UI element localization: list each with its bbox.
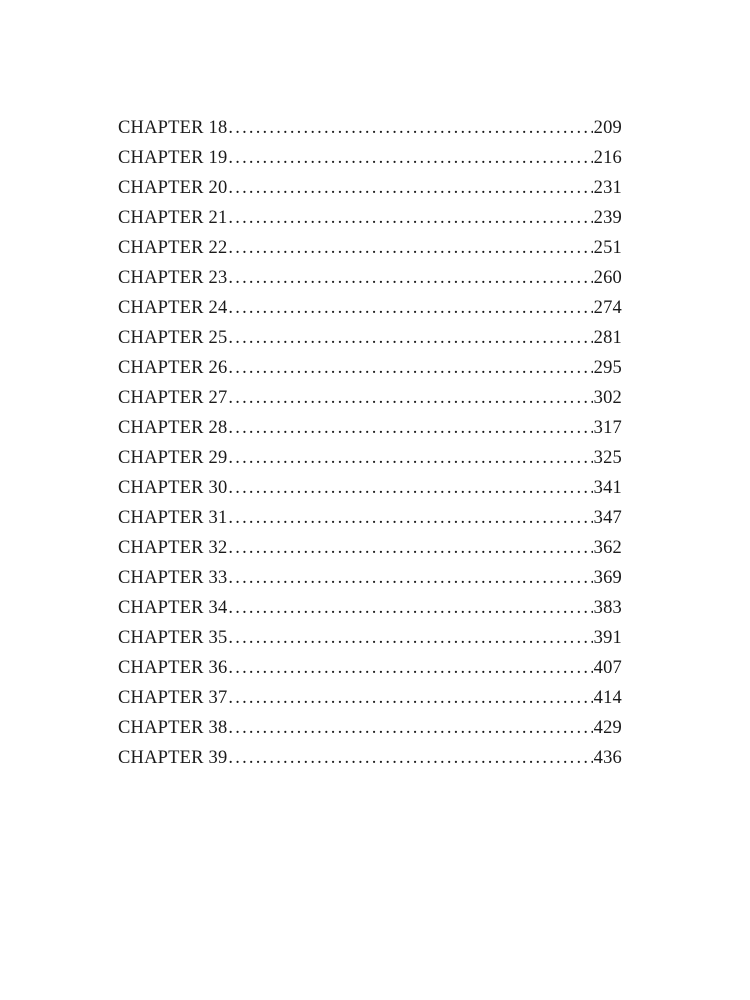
toc-entry[interactable]: [118, 383, 622, 413]
toc-entry-page: 260: [593, 268, 622, 288]
toc-entry-title: CHAPTER 34: [118, 598, 228, 618]
toc-entry-title: CHAPTER 21: [118, 208, 228, 228]
toc-entry-page: 407: [593, 658, 622, 678]
toc-entry[interactable]: [118, 323, 622, 353]
toc-entry-page: 414: [593, 688, 622, 708]
toc-entry-title: CHAPTER 38: [118, 718, 228, 738]
toc-entry-title: CHAPTER 35: [118, 628, 228, 648]
toc-entry-title: CHAPTER 36: [118, 658, 228, 678]
table-of-contents: [118, 113, 622, 773]
toc-entry[interactable]: [118, 593, 622, 623]
toc-entry-title: CHAPTER 30: [118, 478, 228, 498]
toc-entry[interactable]: [118, 173, 622, 203]
toc-entry-page: 317: [593, 418, 622, 438]
toc-entry[interactable]: [118, 233, 622, 263]
toc-entry-page: 341: [593, 478, 622, 498]
toc-entry-page: 362: [593, 538, 622, 558]
toc-entry-page: 295: [593, 358, 622, 378]
toc-dot-leader: [228, 113, 592, 143]
toc-dot-leader: [228, 473, 592, 503]
toc-dot-leader: [228, 503, 592, 533]
toc-dot-leader: [228, 413, 592, 443]
toc-dot-leader: [228, 293, 592, 323]
toc-entry[interactable]: [118, 623, 622, 653]
toc-entry-page: 209: [593, 118, 622, 138]
toc-dot-leader: [228, 323, 592, 353]
toc-entry[interactable]: [118, 683, 622, 713]
toc-entry[interactable]: [118, 263, 622, 293]
toc-entry-page: 302: [593, 388, 622, 408]
toc-entry-page: 231: [593, 178, 622, 198]
toc-entry[interactable]: [118, 653, 622, 683]
toc-entry-page: 429: [593, 718, 622, 738]
toc-entry-title: CHAPTER 24: [118, 298, 228, 318]
toc-entry[interactable]: [118, 293, 622, 323]
toc-entry-title: CHAPTER 23: [118, 268, 228, 288]
toc-entry-title: CHAPTER 31: [118, 508, 228, 528]
toc-dot-leader: [228, 383, 592, 413]
toc-entry[interactable]: [118, 203, 622, 233]
toc-entry[interactable]: [118, 713, 622, 743]
toc-entry[interactable]: [118, 113, 622, 143]
toc-entry[interactable]: [118, 143, 622, 173]
toc-entry-page: 369: [593, 568, 622, 588]
toc-dot-leader: [228, 353, 592, 383]
toc-entry-page: 274: [593, 298, 622, 318]
toc-dot-leader: [228, 623, 592, 653]
toc-entry[interactable]: [118, 443, 622, 473]
toc-dot-leader: [228, 533, 592, 563]
toc-dot-leader: [228, 143, 592, 173]
toc-dot-leader: [228, 263, 592, 293]
toc-entry[interactable]: [118, 533, 622, 563]
toc-entry-page: 216: [593, 148, 622, 168]
toc-entry-title: CHAPTER 22: [118, 238, 228, 258]
toc-entry-title: CHAPTER 25: [118, 328, 228, 348]
toc-entry-title: CHAPTER 20: [118, 178, 228, 198]
toc-dot-leader: [228, 653, 592, 683]
toc-entry-title: CHAPTER 27: [118, 388, 228, 408]
toc-dot-leader: [228, 563, 592, 593]
toc-dot-leader: [228, 593, 592, 623]
toc-entry[interactable]: [118, 743, 622, 773]
toc-entry-title: CHAPTER 28: [118, 418, 228, 438]
toc-entry[interactable]: [118, 563, 622, 593]
toc-dot-leader: [228, 233, 592, 263]
toc-dot-leader: [228, 683, 592, 713]
toc-entry-page: 347: [593, 508, 622, 528]
toc-entry-page: 436: [593, 748, 622, 768]
toc-entry-title: CHAPTER 19: [118, 148, 228, 168]
toc-entry-title: CHAPTER 37: [118, 688, 228, 708]
toc-entry-title: CHAPTER 26: [118, 358, 228, 378]
toc-entry-page: 239: [593, 208, 622, 228]
toc-entry[interactable]: [118, 353, 622, 383]
toc-entry-page: 391: [593, 628, 622, 648]
toc-entry[interactable]: [118, 473, 622, 503]
toc-entry-page: 325: [593, 448, 622, 468]
toc-entry-title: CHAPTER 33: [118, 568, 228, 588]
toc-entry-page: 281: [593, 328, 622, 348]
toc-entry-title: CHAPTER 39: [118, 748, 228, 768]
toc-entry[interactable]: [118, 413, 622, 443]
toc-dot-leader: [228, 443, 592, 473]
toc-entry-page: 251: [593, 238, 622, 258]
toc-entry-title: CHAPTER 32: [118, 538, 228, 558]
toc-entry-title: CHAPTER 18: [118, 118, 228, 138]
toc-entry-page: 383: [593, 598, 622, 618]
toc-entry[interactable]: [118, 503, 622, 533]
toc-dot-leader: [228, 203, 592, 233]
toc-entry-title: CHAPTER 29: [118, 448, 228, 468]
toc-dot-leader: [228, 743, 592, 773]
toc-dot-leader: [228, 173, 592, 203]
toc-dot-leader: [228, 713, 592, 743]
